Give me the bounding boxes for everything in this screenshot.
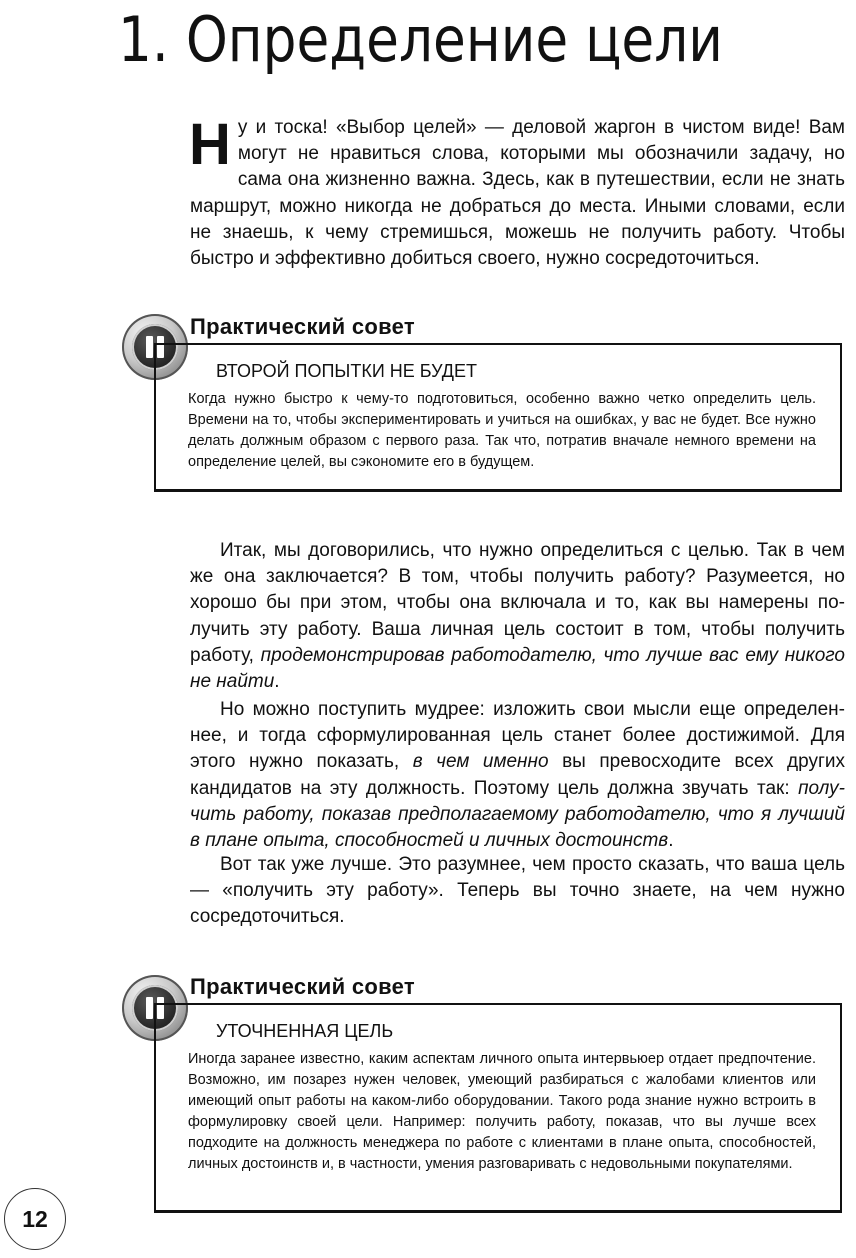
tip-heading: Практический совет [190, 974, 415, 999]
intro-paragraph [189, 112, 845, 272]
text-run: Итак, мы договорились, что нужно определиться с целью. Так в чем же она заключается? В том, чтобы получить работу? Разумеется, но хорошо бы при этом, чтобы она включала и то, как вы намерены получить эту работу. Ваша личная цель состоит в том, чтобы получить работу, [190, 540, 845, 666]
text-run: . [274, 671, 280, 693]
tip-box [154, 1003, 842, 1213]
drop-cap: Н [189, 112, 231, 177]
tip-text: Иногда заранее известно, каким аспектам личного опыта интервьюер отдает предпочтение. Возможно, им позарез нужен человек, умеющий разбираться с жалобами клиентов или имеющий опыт работы на каком-либо оборудовании. Такого рода знание нужно встроить в формулировку своей цели. Например: получить работу, показав, что вы лучше всех подходите на должность менеджера по работе с клиентами в плане опыта, способностей, личных достоинств и, в частности, умения разговаривать с недовольными покупателями. [188, 1051, 816, 1172]
emphasis-text: в чем именно [412, 751, 549, 773]
text-run: вы превосходите всех других кандидатов на эту должность. Поэтому цель должна звучать так: [190, 751, 845, 799]
body-paragraph [190, 697, 845, 854]
tip-subheading: ВТОРОЙ ПОПЫТКИ НЕ БУДЕТ [216, 361, 477, 381]
page-number: 12 [4, 1188, 66, 1250]
tip-heading: Практический совет [190, 314, 415, 339]
tip-text: Когда нужно быстро к чему-то подготовиться, особенно важно четко определить цель. Времени на то, чтобы экспериментировать и учиться на ошибках, у вас не будет. Все нужно делать должным образом с первого раза. Так что, потратив вначале немного времени на определение целей, вы сэкономите его в будущем. [188, 391, 816, 470]
intro-text: у и тоска! «Выбор целей» — деловой жаргон в чистом виде! Вам могут не нравиться слова, которыми мы обозначили задачу, но сама она жизненно важна. Здесь, как в путешествии, если не знать маршрут, можно никогда не добраться до места. Иными словами, если не знаешь, к чему стремишься, можешь не получить работу. Чтобы быстро и эффективно добиться своего, нужно сосредоточиться. [190, 117, 845, 270]
emphasis-text: продемонстрировав работодателю, что лучше вас ему никого не найти [190, 644, 845, 693]
tip-subheading: УТОЧНЕННАЯ ЦЕЛЬ [216, 1021, 394, 1041]
body-paragraph: Вот так уже лучше. Это разумнее, чем просто сказать, что ваша цель — «получить эту работу». Теперь вы точно знаете, на чем нужно сосредоточиться. [190, 854, 845, 928]
tip-box [154, 343, 842, 492]
body-paragraph [190, 538, 845, 695]
page-title: 1. Определение цели [118, 3, 723, 76]
text-run: . [668, 830, 674, 852]
emphasis-text: получить работу, показав предполагаемому работодателю, что я лучший в плане опыта, способностей и личных достоинств [190, 777, 845, 852]
text-run: Но можно поступить мудрее: изложить свои мысли еще определеннее, и тогда сформулированная цель станет более достижимой. Для этого нужно показать, [190, 699, 845, 773]
